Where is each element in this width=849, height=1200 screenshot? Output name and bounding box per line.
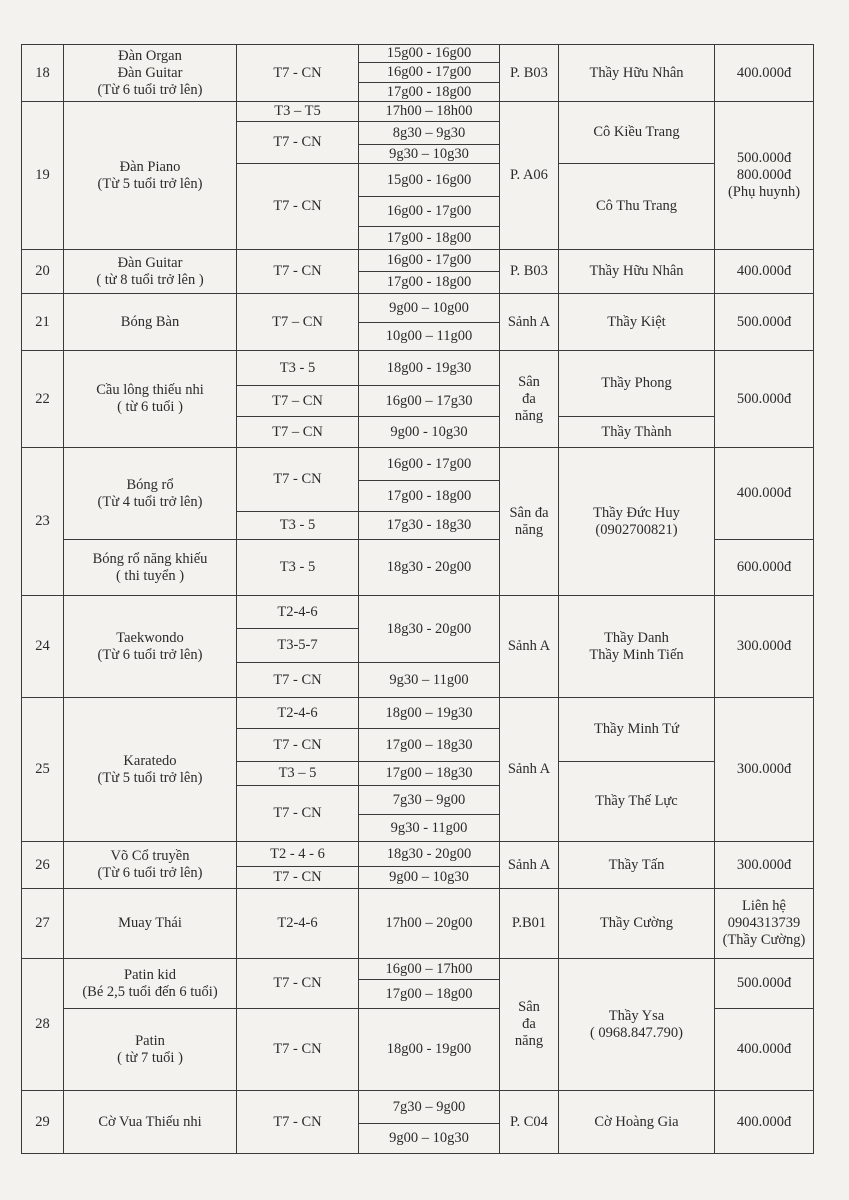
fee-cell: 600.000đ — [715, 540, 814, 596]
room-cell: Sân đa năng — [500, 448, 559, 596]
teacher-cell: Cô Thu Trang — [559, 164, 715, 250]
row-number: 21 — [22, 294, 64, 351]
fee-cell: Liên hệ 0904313739 (Thầy Cường) — [715, 889, 814, 959]
fee-cell: 400.000đ — [715, 250, 814, 294]
days-cell: T7 - CN — [237, 1009, 359, 1091]
time-cell: 18g30 - 20g00 — [359, 596, 500, 663]
room-cell: P. A06 — [500, 102, 559, 250]
room-cell: P. C04 — [500, 1091, 559, 1154]
time-cell: 9g00 – 10g30 — [359, 1124, 500, 1154]
fee-cell: 500.000đ — [715, 294, 814, 351]
subject-cell: Cầu lông thiếu nhi ( từ 6 tuổi ) — [64, 351, 237, 448]
time-cell: 16g00 - 17g00 — [359, 197, 500, 227]
time-cell: 17h00 – 18h00 — [359, 102, 500, 122]
teacher-cell: Thầy Cường — [559, 889, 715, 959]
time-cell: 17h00 – 20g00 — [359, 889, 500, 959]
row-number: 28 — [22, 959, 64, 1091]
class-schedule-table — [21, 44, 814, 1154]
time-cell: 18g00 - 19g00 — [359, 1009, 500, 1091]
days-cell: T7 - CN — [237, 250, 359, 294]
teacher-cell: Thầy Minh Tứ — [559, 698, 715, 762]
time-cell: 9g30 - 11g00 — [359, 815, 500, 842]
subject-cell: Đàn Organ Đàn Guitar (Từ 6 tuổi trở lên) — [64, 45, 237, 102]
room-cell: Sảnh A — [500, 294, 559, 351]
fee-cell: 400.000đ — [715, 1009, 814, 1091]
row-number: 20 — [22, 250, 64, 294]
table-row — [22, 889, 814, 959]
fee-cell: 300.000đ — [715, 842, 814, 889]
days-cell: T7 - CN — [237, 122, 359, 164]
days-cell: T7 - CN — [237, 448, 359, 512]
fee-cell: 500.000đ — [715, 351, 814, 448]
table-row — [22, 294, 814, 323]
days-cell: T3 - 5 — [237, 540, 359, 596]
row-number: 23 — [22, 448, 64, 596]
days-cell: T3-5-7 — [237, 629, 359, 663]
time-cell: 17g00 – 18g30 — [359, 729, 500, 762]
table-row — [22, 448, 814, 481]
room-cell: Sảnh A — [500, 842, 559, 889]
time-cell: 16g00 – 17g30 — [359, 386, 500, 417]
subject-cell: Bóng rổ (Từ 4 tuổi trở lên) — [64, 448, 237, 540]
teacher-cell: Thầy Hữu Nhân — [559, 45, 715, 102]
subject-cell: Bóng Bàn — [64, 294, 237, 351]
days-cell: T7 - CN — [237, 45, 359, 102]
days-cell: T7 – CN — [237, 417, 359, 448]
subject-cell: Đàn Piano (Từ 5 tuổi trở lên) — [64, 102, 237, 250]
time-cell: 18g00 - 19g30 — [359, 351, 500, 386]
row-number: 25 — [22, 698, 64, 842]
time-cell: 10g00 – 11g00 — [359, 323, 500, 351]
days-cell: T2-4-6 — [237, 596, 359, 629]
time-cell: 17g00 - 18g00 — [359, 272, 500, 294]
table-row — [22, 351, 814, 386]
time-cell: 15g00 - 16g00 — [359, 164, 500, 197]
subject-cell: Karatedo (Từ 5 tuổi trở lên) — [64, 698, 237, 842]
days-cell: T3 – 5 — [237, 762, 359, 786]
time-cell: 17g00 – 18g00 — [359, 980, 500, 1009]
time-cell: 16g00 – 17h00 — [359, 959, 500, 980]
days-cell: T7 - CN — [237, 164, 359, 250]
time-cell: 18g00 – 19g30 — [359, 698, 500, 729]
row-number: 22 — [22, 351, 64, 448]
room-cell: Sảnh A — [500, 698, 559, 842]
fee-cell: 300.000đ — [715, 596, 814, 698]
table-row — [22, 45, 814, 63]
days-cell: T7 – CN — [237, 294, 359, 351]
teacher-cell: Thầy Phong — [559, 351, 715, 417]
time-cell: 9g00 – 10g30 — [359, 867, 500, 889]
time-cell: 9g30 – 10g30 — [359, 145, 500, 164]
time-cell: 9g30 – 11g00 — [359, 663, 500, 698]
teacher-cell: Thầy Đức Huy (0902700821) — [559, 448, 715, 596]
teacher-cell: Thầy Kiệt — [559, 294, 715, 351]
time-cell: 7g30 – 9g00 — [359, 786, 500, 815]
days-cell: T7 - CN — [237, 663, 359, 698]
time-cell: 17g30 - 18g30 — [359, 512, 500, 540]
subject-cell: Đàn Guitar ( từ 8 tuổi trở lên ) — [64, 250, 237, 294]
room-cell: P. B03 — [500, 250, 559, 294]
days-cell: T7 - CN — [237, 867, 359, 889]
days-cell: T3 - 5 — [237, 512, 359, 540]
row-number: 29 — [22, 1091, 64, 1154]
days-cell: T7 - CN — [237, 1091, 359, 1154]
time-cell: 17g00 - 18g00 — [359, 481, 500, 512]
days-cell: T7 – CN — [237, 386, 359, 417]
days-cell: T7 - CN — [237, 959, 359, 1009]
fee-cell: 500.000đ 800.000đ (Phụ huynh) — [715, 102, 814, 250]
days-cell: T7 - CN — [237, 729, 359, 762]
room-cell: Sân đa năng — [500, 959, 559, 1091]
fee-cell: 400.000đ — [715, 448, 814, 540]
teacher-cell: Thầy Tấn — [559, 842, 715, 889]
room-cell: Sảnh A — [500, 596, 559, 698]
time-cell: 18g30 - 20g00 — [359, 540, 500, 596]
fee-cell: 500.000đ — [715, 959, 814, 1009]
room-cell: P.B01 — [500, 889, 559, 959]
days-cell: T3 - 5 — [237, 351, 359, 386]
days-cell: T2-4-6 — [237, 889, 359, 959]
time-cell: 17g00 - 18g00 — [359, 227, 500, 250]
room-cell: P. B03 — [500, 45, 559, 102]
days-cell: T2 - 4 - 6 — [237, 842, 359, 867]
teacher-cell: Cô Kiều Trang — [559, 102, 715, 164]
time-cell: 8g30 – 9g30 — [359, 122, 500, 145]
subject-cell: Muay Thái — [64, 889, 237, 959]
teacher-cell: Thầy Ysa ( 0968.847.790) — [559, 959, 715, 1091]
time-cell: 16g00 - 17g00 — [359, 448, 500, 481]
time-cell: 16g00 - 17g00 — [359, 63, 500, 83]
table-row — [22, 102, 814, 122]
subject-cell: Bóng rổ năng khiếu ( thi tuyển ) — [64, 540, 237, 596]
teacher-cell: Thầy Danh Thầy Minh Tiến — [559, 596, 715, 698]
fee-cell: 400.000đ — [715, 45, 814, 102]
subject-cell: Cờ Vua Thiếu nhi — [64, 1091, 237, 1154]
time-cell: 17g00 - 18g00 — [359, 83, 500, 102]
subject-cell: Patin kid (Bé 2,5 tuổi đến 6 tuổi) — [64, 959, 237, 1009]
teacher-cell: Thầy Thành — [559, 417, 715, 448]
row-number: 24 — [22, 596, 64, 698]
table-row — [22, 959, 814, 980]
subject-cell: Võ Cổ truyền (Từ 6 tuổi trở lên) — [64, 842, 237, 889]
time-cell: 18g30 - 20g00 — [359, 842, 500, 867]
time-cell: 9g00 – 10g00 — [359, 294, 500, 323]
subject-cell: Patin ( từ 7 tuổi ) — [64, 1009, 237, 1091]
teacher-cell: Thầy Thế Lực — [559, 762, 715, 842]
time-cell: 7g30 – 9g00 — [359, 1091, 500, 1124]
time-cell: 9g00 - 10g30 — [359, 417, 500, 448]
table-row — [22, 250, 814, 272]
table-row — [22, 842, 814, 867]
row-number: 19 — [22, 102, 64, 250]
table-row — [22, 698, 814, 729]
table-row — [22, 1091, 814, 1124]
subject-cell: Taekwondo (Từ 6 tuổi trở lên) — [64, 596, 237, 698]
row-number: 26 — [22, 842, 64, 889]
time-cell: 16g00 - 17g00 — [359, 250, 500, 272]
room-cell: Sân đa năng — [500, 351, 559, 448]
table-row — [22, 596, 814, 629]
row-number: 27 — [22, 889, 64, 959]
teacher-cell: Cờ Hoàng Gia — [559, 1091, 715, 1154]
days-cell: T3 – T5 — [237, 102, 359, 122]
teacher-cell: Thầy Hữu Nhân — [559, 250, 715, 294]
fee-cell: 400.000đ — [715, 1091, 814, 1154]
time-cell: 17g00 – 18g30 — [359, 762, 500, 786]
days-cell: T2-4-6 — [237, 698, 359, 729]
row-number: 18 — [22, 45, 64, 102]
days-cell: T7 - CN — [237, 786, 359, 842]
time-cell: 15g00 - 16g00 — [359, 45, 500, 63]
fee-cell: 300.000đ — [715, 698, 814, 842]
